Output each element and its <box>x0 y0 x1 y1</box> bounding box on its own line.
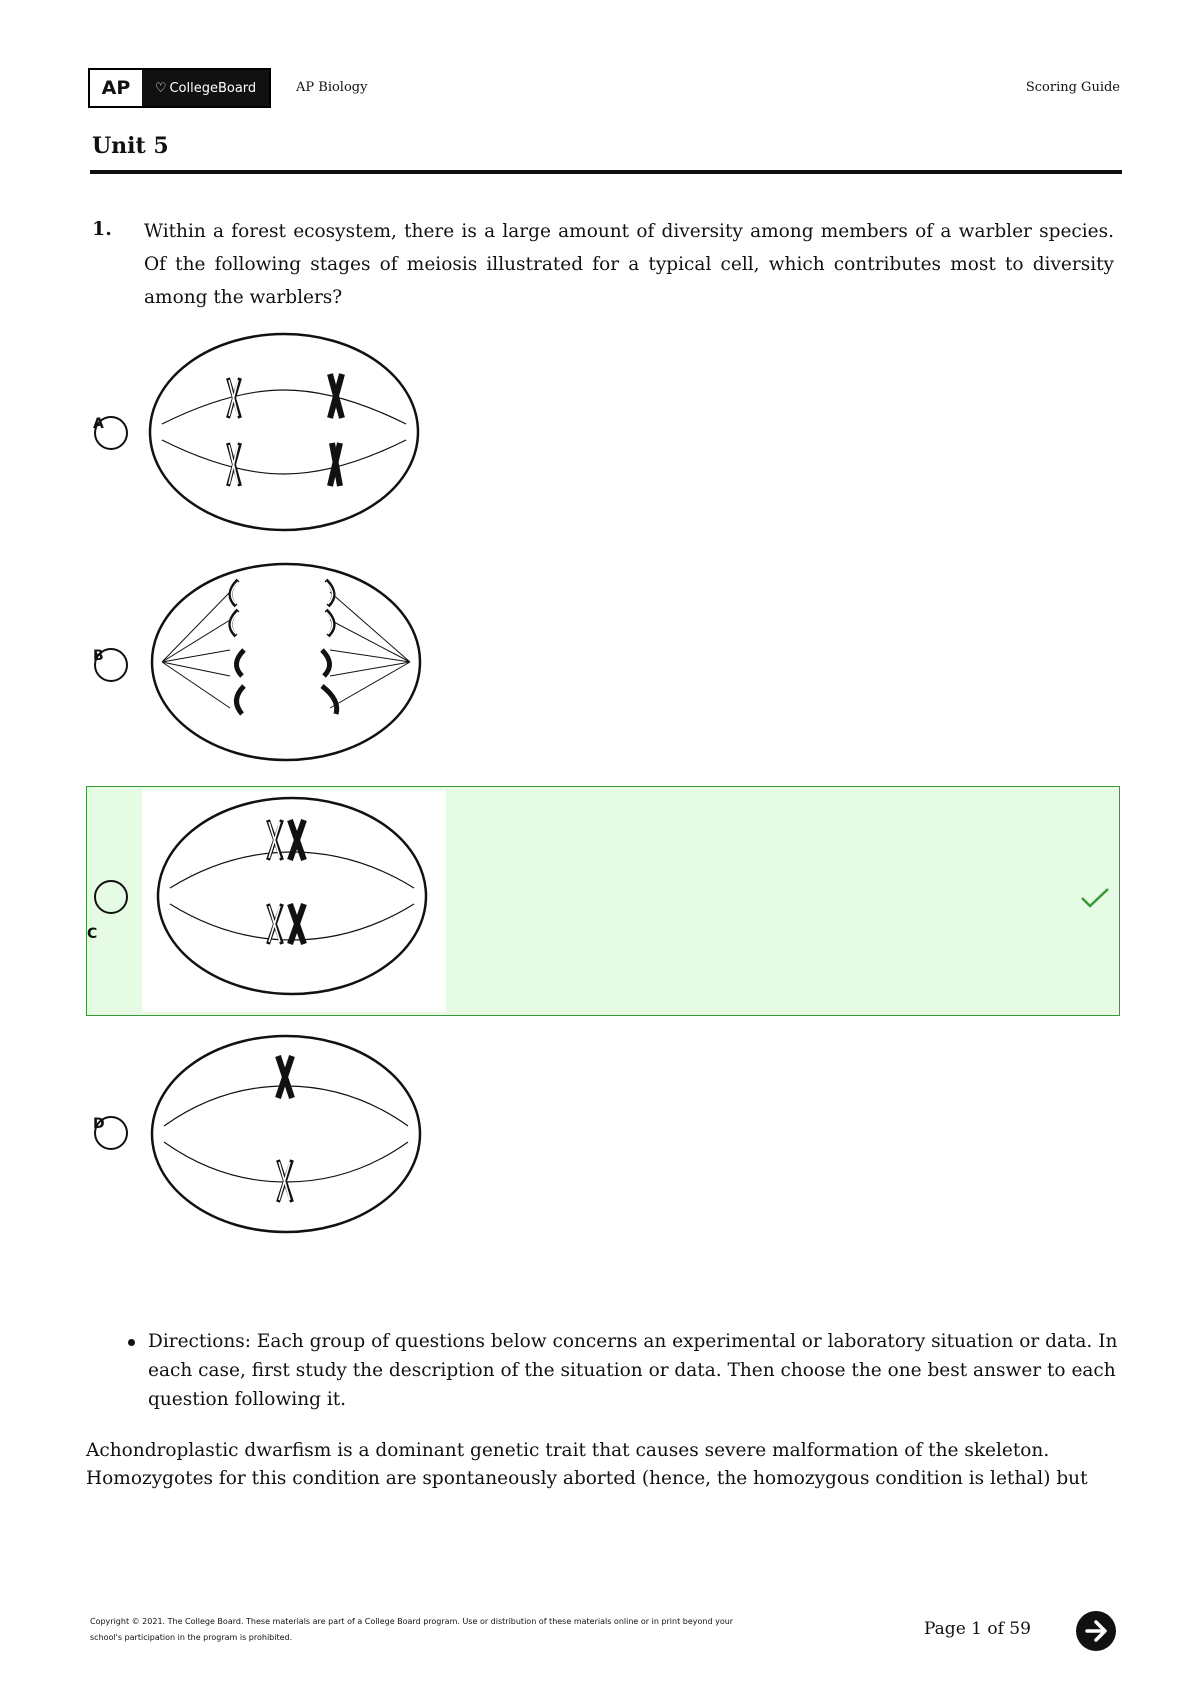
question-number: 1. <box>92 218 112 240</box>
header-rule <box>90 170 1122 174</box>
passage-text: Achondroplastic dwarfism is a dominant genetic trait that causes severe malformation of the skeleton. Homozygotes for this condition are spontaneously aborted (hence, the homozygous condition is lethal) but <box>86 1440 1088 1489</box>
question-text: Within a forest ecosystem, there is a large amount of diversity among members of a warbler species. Of the following stages of meiosis illustrated for a typical cell, which contributes most to diversity among the warblers? <box>144 221 1114 308</box>
doc-type: Scoring Guide <box>1025 80 1120 95</box>
choice-c-radio[interactable] <box>94 880 128 914</box>
acorn-icon: ♡ <box>154 80 167 96</box>
directions-text: Directions: Each group of questions below concerns an experimental or laboratory situation or data. In each case, first study the description of the situation or data. Then choose the one best answer to each question following it. <box>148 1331 1118 1410</box>
choice-a-cell-diagram[interactable] <box>140 328 430 538</box>
bullet-icon <box>128 1339 135 1346</box>
choice-b-letter: B <box>93 648 104 664</box>
course-name: AP Biology <box>296 80 368 95</box>
next-page-button[interactable] <box>1076 1611 1116 1651</box>
correct-check-icon <box>1080 886 1110 910</box>
choice-c-cell-diagram[interactable] <box>148 792 438 1002</box>
arrow-right-circle-icon <box>1076 1611 1116 1651</box>
logo-brand-text: ♡ CollegeBoard <box>142 70 269 106</box>
ap-collegeboard-logo <box>88 68 271 108</box>
choice-b-cell-diagram[interactable] <box>140 558 430 768</box>
choice-d-letter: D <box>93 1116 105 1132</box>
unit-title: Unit 5 <box>92 133 169 159</box>
copyright-text: Copyright © 2021. The College Board. These materials are part of a College Board program. Use or distribution of these materials online or in print beyond your school's participation in the program is prohibited. <box>90 1617 734 1642</box>
page-number: Page 1 of 59 <box>924 1619 1031 1639</box>
choice-c-letter: C <box>87 926 98 942</box>
logo-ap-text: AP <box>101 77 131 99</box>
choice-a-letter: A <box>93 416 104 432</box>
choice-d-cell-diagram[interactable] <box>140 1030 430 1240</box>
